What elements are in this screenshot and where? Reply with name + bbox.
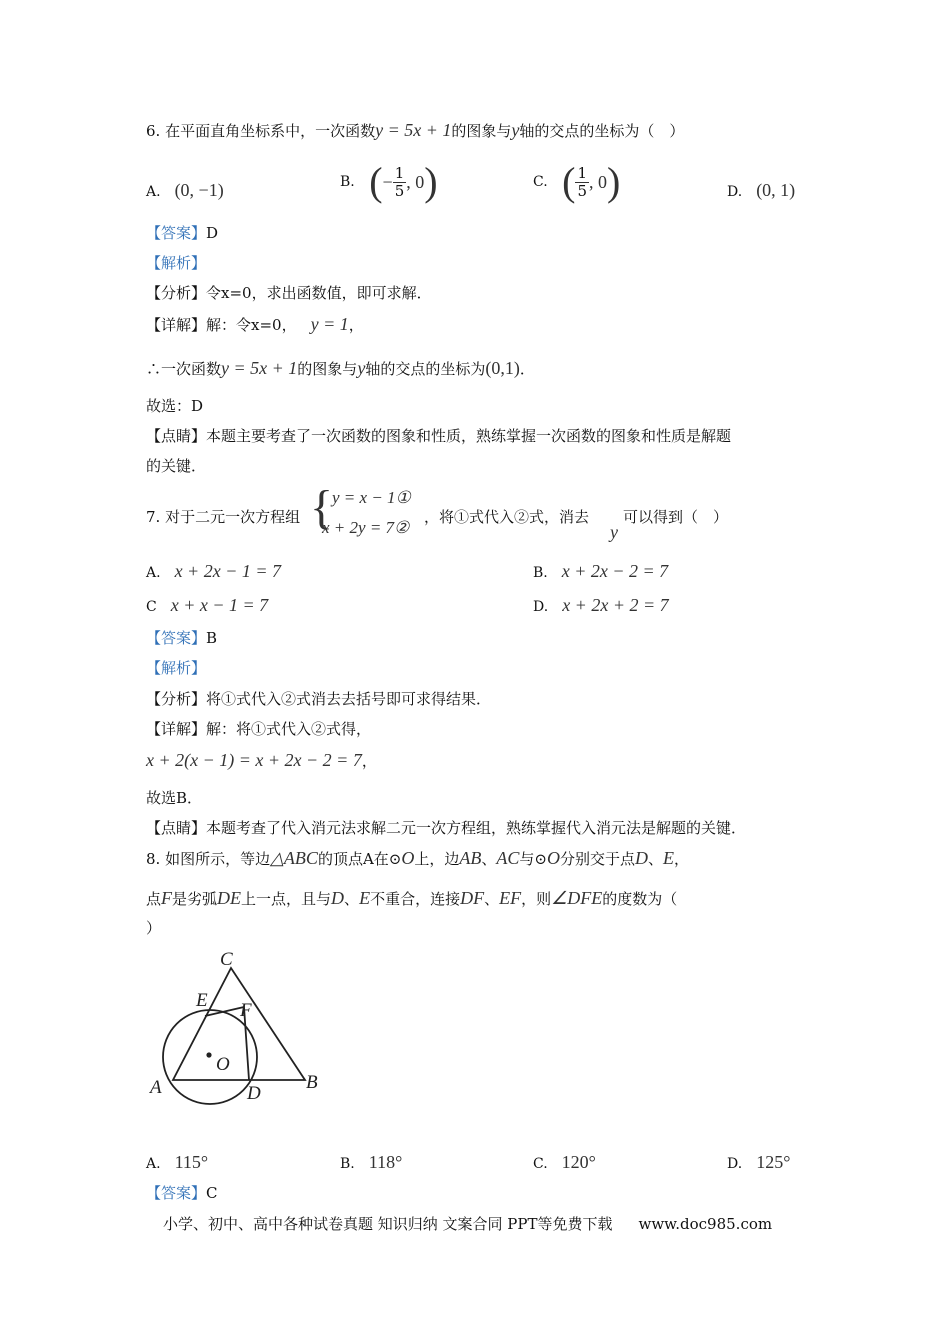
q8-triangle-abc (173, 968, 305, 1080)
q8-stem-line1: 8. 如图所示，等边△ABC的顶点A在⊙O上，边AB、AC与⊙O分别交于点D、E， (146, 848, 690, 868)
q8-label-f: F (240, 1000, 252, 1021)
q7-answer: 【答案】B (146, 629, 218, 647)
q6-c-fraction: $\frac{1}{5}$ (577, 163, 587, 200)
q7-eq2: x + 2y = 7② (322, 518, 410, 537)
q7-fenxi: 【分析】将①式代入②式消去去括号即可求得结果． (146, 690, 492, 708)
q6-stem: 6. 在平面直角坐标系中，一次函数y = 5x + 1的图象与y轴的交点的坐标为（ ） (146, 120, 685, 140)
q7-option-c: C x + x − 1 = 7 (146, 595, 269, 615)
q6-analysis-tag: 【解析】 (146, 254, 207, 272)
footer-url[interactable]: www.doc985.com (638, 1215, 773, 1233)
q8-label-b: B (306, 1072, 318, 1093)
q6-choose: 故选：D (146, 397, 204, 415)
q8-label-c: C (220, 949, 233, 970)
q8-option-a: A. 115° (146, 1152, 209, 1172)
q8-stem-line3: ） (146, 919, 162, 937)
q7-option-d: D. x + 2x + 2 = 7 (533, 595, 669, 615)
q6-comment: 【点睛】本题主要考查了一次函数的图象和性质，熟练掌握一次函数的图象和性质是解题 (146, 427, 732, 445)
q6-answer: 【答案】D (146, 224, 219, 242)
q6-fenxi: 【分析】令x=0，求出函数值，即可求解． (146, 284, 432, 302)
q7-var: y (610, 522, 618, 542)
q8-option-b: B. 118° (340, 1152, 403, 1172)
q8-label-a: A (150, 1077, 162, 1098)
q6-b-fraction: $\frac{1}{5}$ (394, 163, 405, 200)
q8-label-e: E (196, 990, 208, 1011)
q6-therefore: ∴一次函数y = 5x + 1的图象与y轴的交点的坐标为(0,1)． (146, 358, 535, 378)
q8-center-dot (206, 1052, 211, 1057)
q7-system-brace: { (310, 481, 334, 534)
q6-option-a: A. (0, −1) (146, 180, 224, 200)
q7-analysis-tag: 【解析】 (146, 659, 207, 677)
footer-text: 小学、初中、高中各种试卷真题 知识归纳 文案合同 PPT等免费下载 (163, 1215, 613, 1233)
q7-stem-c: 可以得到（ ） (623, 508, 729, 526)
q7-option-b: B. x + 2x − 2 = 7 (533, 561, 669, 581)
q8-option-d: D. 125° (727, 1152, 791, 1172)
q6-option-d: D. (0, 1) (727, 180, 796, 200)
q7-detail: 【详解】解：将①式代入②式得， (146, 720, 372, 738)
q6-option-b: B. (− $\frac{1}{5}$ , 0) (340, 159, 438, 204)
q8-stem-line2: 点F是劣弧DE上一点，且与D、E不重合，连接DF、EF，则∠DFE的度数为（ (146, 888, 678, 908)
q7-work: x + 2(x − 1) = x + 2x − 2 = 7， (146, 750, 377, 770)
q8-geometry-figure (140, 945, 340, 1115)
q6-option-c: C. ( $\frac{1}{5}$ , 0) (533, 159, 621, 204)
q8-answer: 【答案】C (146, 1184, 218, 1202)
q7-stem-b: ，将①式代入②式，消去 (424, 508, 590, 526)
q6-func: y = 5x + 1 (375, 120, 452, 140)
q8-label-o: O (216, 1054, 230, 1075)
q7-comment: 【点睛】本题考查了代入消元法求解二元一次方程组，熟练掌握代入消元法是解题的关键． (146, 819, 747, 837)
q7-eq1: y = x − 1① (332, 488, 411, 507)
q7-option-a: A. x + 2x − 1 = 7 (146, 561, 281, 581)
q8-label-d: D (247, 1083, 261, 1104)
page-footer (163, 1214, 772, 1234)
q6-comment-cont: 的关键． (146, 457, 207, 475)
q6-detail: 【详解】解：令x=0， y = 1， (146, 314, 364, 334)
q7-stem-a: 7. 对于二元一次方程组 (146, 508, 301, 526)
q8-option-c: C. 120° (533, 1152, 596, 1172)
q7-choose: 故选B． (146, 789, 203, 807)
